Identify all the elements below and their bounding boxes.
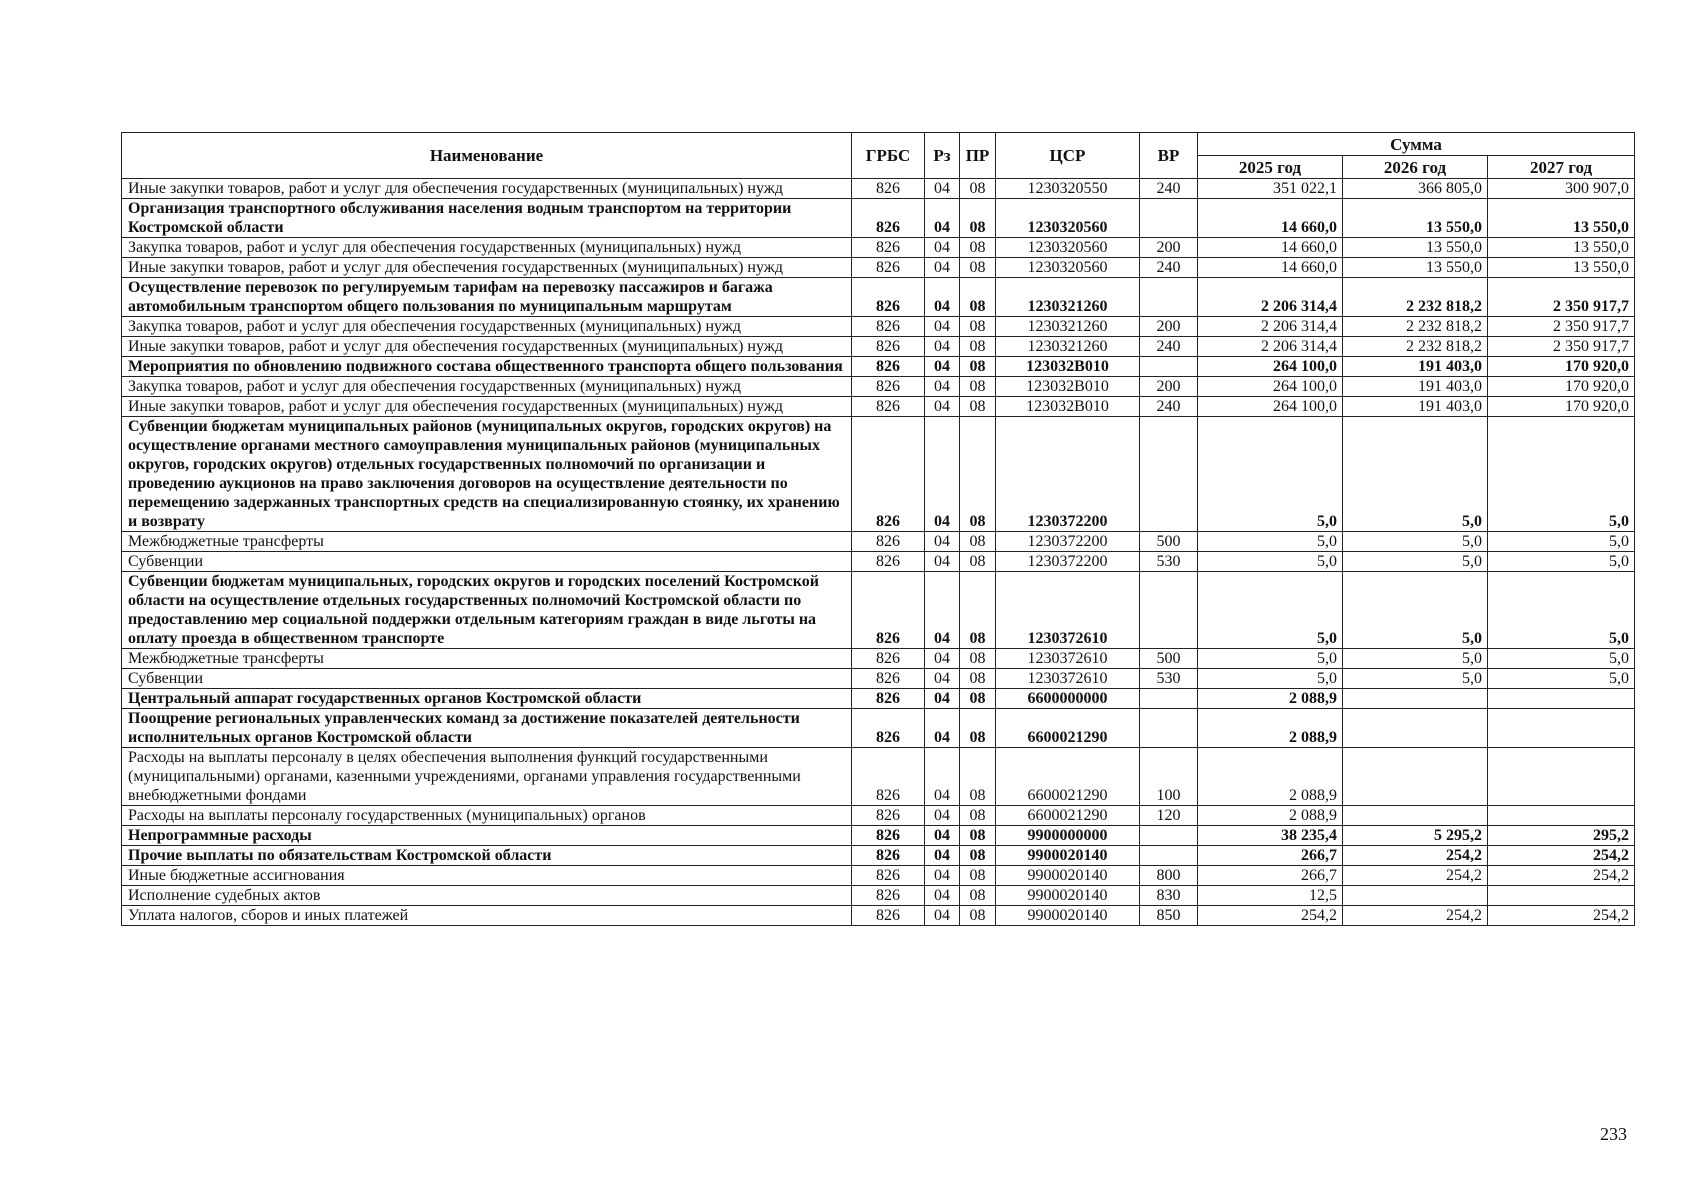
cell-pr: 08 [960, 397, 996, 417]
header-rz: Рз [925, 133, 960, 179]
cell-2025: 2 206 314,4 [1198, 337, 1343, 357]
cell-2027: 13 550,0 [1488, 238, 1635, 258]
cell-csr: 1230372200 [996, 417, 1140, 532]
cell-pr: 08 [960, 317, 996, 337]
table-row [122, 377, 1635, 397]
header-vr: ВР [1140, 133, 1198, 179]
cell-vr: 120 [1140, 806, 1198, 826]
cell-name: Центральный аппарат государственных органов Костромской области [122, 689, 852, 709]
cell-pr: 08 [960, 179, 996, 199]
table-row [122, 689, 1635, 709]
cell-2026: 5 295,2 [1343, 826, 1488, 846]
table-row [122, 748, 1635, 806]
cell-rz: 04 [925, 532, 960, 552]
cell-pr: 08 [960, 748, 996, 806]
cell-vr: 100 [1140, 748, 1198, 806]
cell-2027: 300 907,0 [1488, 179, 1635, 199]
cell-2026: 5,0 [1343, 417, 1488, 532]
cell-pr: 08 [960, 826, 996, 846]
cell-grbs: 826 [852, 552, 925, 572]
table-row [122, 357, 1635, 377]
cell-pr: 08 [960, 238, 996, 258]
cell-2026: 13 550,0 [1343, 199, 1488, 238]
cell-grbs: 826 [852, 866, 925, 886]
cell-2026: 254,2 [1343, 846, 1488, 866]
cell-2026: 366 805,0 [1343, 179, 1488, 199]
cell-name: Субвенции бюджетам муниципальных, городских округов и городских поселений Костромской области на осуществление отдельных государственных полномочий Костромской области по предоставлению мер социальной поддержки отдельным категориям граждан в виде льготы на оплату проезда в общественном транспорте [122, 572, 852, 649]
cell-pr: 08 [960, 846, 996, 866]
cell-2027 [1488, 748, 1635, 806]
cell-vr: 200 [1140, 238, 1198, 258]
cell-csr: 6600021290 [996, 748, 1140, 806]
cell-vr: 800 [1140, 866, 1198, 886]
cell-csr: 1230372610 [996, 649, 1140, 669]
table-row [122, 317, 1635, 337]
cell-2027: 5,0 [1488, 552, 1635, 572]
cell-grbs: 826 [852, 886, 925, 906]
cell-vr: 530 [1140, 669, 1198, 689]
cell-2025: 254,2 [1198, 906, 1343, 926]
budget-table-sheet [121, 132, 1634, 926]
cell-2026: 13 550,0 [1343, 258, 1488, 278]
cell-rz: 04 [925, 337, 960, 357]
cell-name: Непрограммные расходы [122, 826, 852, 846]
cell-2027: 5,0 [1488, 669, 1635, 689]
table-row [122, 417, 1635, 532]
cell-2026: 2 232 818,2 [1343, 337, 1488, 357]
cell-rz: 04 [925, 669, 960, 689]
cell-name: Расходы на выплаты персоналу в целях обеспечения выполнения функций государственными (муниципальными) органами, казенными учреждениями, органами управления государственными внебюджетными фондами [122, 748, 852, 806]
cell-2026: 2 232 818,2 [1343, 278, 1488, 317]
cell-rz: 04 [925, 866, 960, 886]
cell-name: Иные закупки товаров, работ и услуг для обеспечения государственных (муниципальных) нужд [122, 337, 852, 357]
cell-2025: 14 660,0 [1198, 199, 1343, 238]
cell-pr: 08 [960, 906, 996, 926]
cell-vr [1140, 572, 1198, 649]
cell-name: Иные закупки товаров, работ и услуг для обеспечения государственных (муниципальных) нужд [122, 397, 852, 417]
cell-pr: 08 [960, 258, 996, 278]
cell-grbs: 826 [852, 572, 925, 649]
cell-vr [1140, 846, 1198, 866]
cell-csr: 1230321260 [996, 278, 1140, 317]
cell-vr [1140, 826, 1198, 846]
cell-grbs: 826 [852, 258, 925, 278]
cell-name: Исполнение судебных актов [122, 886, 852, 906]
cell-rz: 04 [925, 846, 960, 866]
cell-2027: 170 920,0 [1488, 377, 1635, 397]
cell-2025: 266,7 [1198, 846, 1343, 866]
cell-2025: 5,0 [1198, 572, 1343, 649]
cell-grbs: 826 [852, 417, 925, 532]
cell-csr: 1230321260 [996, 337, 1140, 357]
table-row [122, 649, 1635, 669]
cell-name: Поощрение региональных управленческих команд за достижение показателей деятельности исполнительных органов Костромской области [122, 709, 852, 748]
cell-grbs: 826 [852, 649, 925, 669]
table-row [122, 179, 1635, 199]
cell-vr: 240 [1140, 258, 1198, 278]
cell-2026: 13 550,0 [1343, 238, 1488, 258]
cell-2027: 13 550,0 [1488, 258, 1635, 278]
cell-pr: 08 [960, 689, 996, 709]
cell-grbs: 826 [852, 337, 925, 357]
cell-rz: 04 [925, 278, 960, 317]
cell-rz: 04 [925, 572, 960, 649]
cell-2027: 5,0 [1488, 649, 1635, 669]
cell-pr: 08 [960, 886, 996, 906]
cell-csr: 6600000000 [996, 689, 1140, 709]
cell-rz: 04 [925, 417, 960, 532]
cell-2026: 5,0 [1343, 552, 1488, 572]
cell-rz: 04 [925, 238, 960, 258]
cell-name: Субвенции [122, 669, 852, 689]
cell-2025: 2 088,9 [1198, 748, 1343, 806]
cell-grbs: 826 [852, 377, 925, 397]
cell-rz: 04 [925, 199, 960, 238]
cell-csr: 9900020140 [996, 886, 1140, 906]
cell-grbs: 826 [852, 532, 925, 552]
cell-vr [1140, 709, 1198, 748]
cell-2025: 264 100,0 [1198, 357, 1343, 377]
cell-2025: 5,0 [1198, 417, 1343, 532]
table-row [122, 826, 1635, 846]
cell-grbs: 826 [852, 846, 925, 866]
cell-csr: 123032В010 [996, 377, 1140, 397]
budget-table [121, 132, 1635, 926]
cell-2026 [1343, 709, 1488, 748]
table-header [122, 133, 1635, 179]
cell-pr: 08 [960, 669, 996, 689]
cell-rz: 04 [925, 649, 960, 669]
table-row [122, 806, 1635, 826]
cell-name: Осуществление перевозок по регулируемым тарифам на перевозку пассажиров и багажа автомобильным транспортом общего пользования по муниципальным маршрутам [122, 278, 852, 317]
cell-2026: 191 403,0 [1343, 397, 1488, 417]
cell-pr: 08 [960, 572, 996, 649]
cell-vr: 240 [1140, 397, 1198, 417]
header-name: Наименование [122, 133, 852, 179]
cell-2027: 2 350 917,7 [1488, 278, 1635, 317]
cell-csr: 1230320550 [996, 179, 1140, 199]
cell-vr: 200 [1140, 317, 1198, 337]
table-row [122, 886, 1635, 906]
cell-pr: 08 [960, 417, 996, 532]
cell-2026 [1343, 689, 1488, 709]
cell-pr: 08 [960, 552, 996, 572]
cell-csr: 123032В010 [996, 357, 1140, 377]
cell-name: Иные закупки товаров, работ и услуг для обеспечения государственных (муниципальных) нужд [122, 258, 852, 278]
cell-name: Мероприятия по обновлению подвижного состава общественного транспорта общего пользования [122, 357, 852, 377]
cell-vr: 850 [1140, 906, 1198, 926]
cell-2027 [1488, 709, 1635, 748]
cell-csr: 9900000000 [996, 826, 1140, 846]
cell-vr [1140, 199, 1198, 238]
cell-grbs: 826 [852, 689, 925, 709]
cell-2027: 170 920,0 [1488, 397, 1635, 417]
cell-2026: 5,0 [1343, 532, 1488, 552]
table-row [122, 532, 1635, 552]
table-row [122, 709, 1635, 748]
header-year-2027: 2027 год [1488, 156, 1635, 179]
cell-name: Межбюджетные трансферты [122, 532, 852, 552]
cell-pr: 08 [960, 532, 996, 552]
cell-2025: 2 088,9 [1198, 709, 1343, 748]
cell-2027 [1488, 806, 1635, 826]
cell-2027: 5,0 [1488, 417, 1635, 532]
cell-grbs: 826 [852, 397, 925, 417]
cell-rz: 04 [925, 179, 960, 199]
cell-rz: 04 [925, 806, 960, 826]
cell-name: Закупка товаров, работ и услуг для обеспечения государственных (муниципальных) нужд [122, 238, 852, 258]
cell-vr: 500 [1140, 532, 1198, 552]
cell-2027: 13 550,0 [1488, 199, 1635, 238]
cell-pr: 08 [960, 649, 996, 669]
cell-2025: 5,0 [1198, 649, 1343, 669]
cell-rz: 04 [925, 258, 960, 278]
cell-rz: 04 [925, 689, 960, 709]
cell-2027: 170 920,0 [1488, 357, 1635, 377]
cell-grbs: 826 [852, 906, 925, 926]
table-body [122, 179, 1635, 926]
cell-2025: 266,7 [1198, 866, 1343, 886]
cell-2025: 264 100,0 [1198, 397, 1343, 417]
cell-2027: 254,2 [1488, 846, 1635, 866]
cell-2025: 351 022,1 [1198, 179, 1343, 199]
cell-2026 [1343, 806, 1488, 826]
cell-grbs: 826 [852, 179, 925, 199]
cell-rz: 04 [925, 748, 960, 806]
cell-2026: 254,2 [1343, 906, 1488, 926]
header-csr: ЦСР [996, 133, 1140, 179]
cell-csr: 123032В010 [996, 397, 1140, 417]
cell-vr: 240 [1140, 179, 1198, 199]
cell-grbs: 826 [852, 199, 925, 238]
header-grbs: ГРБС [852, 133, 925, 179]
cell-grbs: 826 [852, 826, 925, 846]
cell-grbs: 826 [852, 357, 925, 377]
cell-name: Межбюджетные трансферты [122, 649, 852, 669]
cell-pr: 08 [960, 357, 996, 377]
cell-rz: 04 [925, 377, 960, 397]
cell-csr: 9900020140 [996, 846, 1140, 866]
cell-name: Закупка товаров, работ и услуг для обеспечения государственных (муниципальных) нужд [122, 317, 852, 337]
cell-vr: 830 [1140, 886, 1198, 906]
cell-pr: 08 [960, 806, 996, 826]
header-year-2026: 2026 год [1343, 156, 1488, 179]
table-row [122, 337, 1635, 357]
cell-csr: 6600021290 [996, 806, 1140, 826]
cell-name: Иные бюджетные ассигнования [122, 866, 852, 886]
cell-name: Уплата налогов, сборов и иных платежей [122, 906, 852, 926]
cell-2025: 2 206 314,4 [1198, 278, 1343, 317]
table-row [122, 906, 1635, 926]
cell-2025: 2 088,9 [1198, 689, 1343, 709]
cell-grbs: 826 [852, 669, 925, 689]
cell-2027: 2 350 917,7 [1488, 337, 1635, 357]
cell-2026 [1343, 748, 1488, 806]
table-row [122, 669, 1635, 689]
cell-pr: 08 [960, 866, 996, 886]
cell-csr: 1230320560 [996, 238, 1140, 258]
cell-2025: 14 660,0 [1198, 238, 1343, 258]
cell-pr: 08 [960, 377, 996, 397]
cell-2025: 2 206 314,4 [1198, 317, 1343, 337]
cell-csr: 1230372200 [996, 532, 1140, 552]
cell-csr: 1230372610 [996, 669, 1140, 689]
cell-name: Иные закупки товаров, работ и услуг для обеспечения государственных (муниципальных) нужд [122, 179, 852, 199]
cell-pr: 08 [960, 278, 996, 317]
cell-2025: 2 088,9 [1198, 806, 1343, 826]
table-row [122, 278, 1635, 317]
cell-2025: 38 235,4 [1198, 826, 1343, 846]
cell-csr: 6600021290 [996, 709, 1140, 748]
cell-2025: 14 660,0 [1198, 258, 1343, 278]
cell-pr: 08 [960, 709, 996, 748]
header-pr: ПР [960, 133, 996, 179]
table-row [122, 846, 1635, 866]
cell-2026: 5,0 [1343, 669, 1488, 689]
cell-csr: 1230321260 [996, 317, 1140, 337]
cell-rz: 04 [925, 397, 960, 417]
cell-rz: 04 [925, 357, 960, 377]
cell-csr: 1230372610 [996, 572, 1140, 649]
cell-csr: 1230372200 [996, 552, 1140, 572]
cell-2027: 295,2 [1488, 826, 1635, 846]
cell-name: Организация транспортного обслуживания населения водным транспортом на территории Костромской области [122, 199, 852, 238]
cell-2027: 5,0 [1488, 572, 1635, 649]
cell-2026: 191 403,0 [1343, 357, 1488, 377]
cell-grbs: 826 [852, 748, 925, 806]
cell-csr: 1230320560 [996, 258, 1140, 278]
cell-2026 [1343, 886, 1488, 906]
cell-vr [1140, 417, 1198, 532]
table-row [122, 238, 1635, 258]
cell-vr: 530 [1140, 552, 1198, 572]
cell-pr: 08 [960, 199, 996, 238]
cell-grbs: 826 [852, 238, 925, 258]
cell-name: Закупка товаров, работ и услуг для обеспечения государственных (муниципальных) нужд [122, 377, 852, 397]
cell-2026: 5,0 [1343, 572, 1488, 649]
cell-name: Субвенции [122, 552, 852, 572]
cell-name: Субвенции бюджетам муниципальных районов (муниципальных округов, городских округов) на осуществление органами местного самоуправления муниципальных районов (муниципальных округов, городских округов) отдельных государственных полномочий по организации и проведению аукционов на право заключения договоров на осуществление деятельности по перемещению задержанных транспортных средств на специализированную стоянку, их хранению и возврату [122, 417, 852, 532]
cell-2027: 5,0 [1488, 532, 1635, 552]
cell-rz: 04 [925, 906, 960, 926]
cell-rz: 04 [925, 552, 960, 572]
cell-vr [1140, 689, 1198, 709]
cell-2027: 254,2 [1488, 866, 1635, 886]
cell-grbs: 826 [852, 709, 925, 748]
cell-pr: 08 [960, 337, 996, 357]
cell-csr: 9900020140 [996, 906, 1140, 926]
cell-2027 [1488, 689, 1635, 709]
cell-2027: 2 350 917,7 [1488, 317, 1635, 337]
cell-vr: 500 [1140, 649, 1198, 669]
header-sum: Сумма [1198, 133, 1635, 156]
cell-2025: 5,0 [1198, 532, 1343, 552]
cell-name: Расходы на выплаты персоналу государственных (муниципальных) органов [122, 806, 852, 826]
table-row [122, 572, 1635, 649]
cell-2026: 5,0 [1343, 649, 1488, 669]
page-number: 233 [1600, 1124, 1627, 1144]
table-row [122, 866, 1635, 886]
cell-rz: 04 [925, 709, 960, 748]
table-row [122, 397, 1635, 417]
table-row [122, 199, 1635, 238]
cell-csr: 9900020140 [996, 866, 1140, 886]
cell-name: Прочие выплаты по обязательствам Костромской области [122, 846, 852, 866]
cell-2025: 5,0 [1198, 669, 1343, 689]
cell-vr: 200 [1140, 377, 1198, 397]
cell-grbs: 826 [852, 806, 925, 826]
table-row [122, 258, 1635, 278]
cell-vr: 240 [1140, 337, 1198, 357]
cell-2026: 191 403,0 [1343, 377, 1488, 397]
table-row [122, 552, 1635, 572]
cell-vr [1140, 278, 1198, 317]
cell-2025: 264 100,0 [1198, 377, 1343, 397]
cell-rz: 04 [925, 826, 960, 846]
cell-2025: 12,5 [1198, 886, 1343, 906]
cell-2026: 254,2 [1343, 866, 1488, 886]
cell-csr: 1230320560 [996, 199, 1140, 238]
cell-2027 [1488, 886, 1635, 906]
cell-rz: 04 [925, 317, 960, 337]
cell-rz: 04 [925, 886, 960, 906]
cell-2027: 254,2 [1488, 906, 1635, 926]
header-year-2025: 2025 год [1198, 156, 1343, 179]
cell-2026: 2 232 818,2 [1343, 317, 1488, 337]
cell-grbs: 826 [852, 317, 925, 337]
cell-2025: 5,0 [1198, 552, 1343, 572]
cell-grbs: 826 [852, 278, 925, 317]
cell-vr [1140, 357, 1198, 377]
